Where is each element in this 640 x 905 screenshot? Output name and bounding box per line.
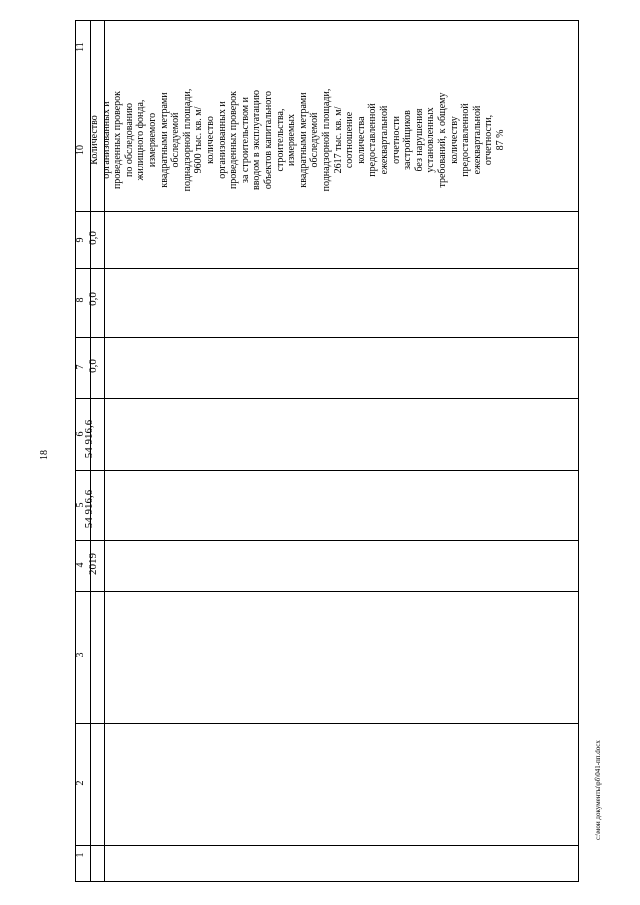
description-line: установленных: [425, 107, 437, 173]
description-line: соотношение: [344, 111, 356, 169]
description-line: количества: [355, 116, 367, 164]
description-line: измеряемого: [147, 112, 158, 168]
description-line: организованных и: [100, 101, 112, 179]
description-line: предоставленной: [460, 103, 472, 177]
column-header-9: 9: [75, 237, 86, 243]
description-line: отчетности,: [483, 114, 495, 166]
description-line: без нарушения: [413, 108, 425, 172]
column-separator: [76, 268, 578, 269]
description-line: поднадзорной площади,: [321, 88, 332, 192]
description-line: отчетности: [390, 116, 402, 164]
description-line: обследуемой: [309, 112, 321, 168]
column-header-5: 5: [75, 502, 86, 508]
description-line: количеству: [448, 116, 460, 164]
description-line: 9600 тыс. кв. м/: [193, 106, 205, 174]
cell-col5: 54 916,6: [83, 489, 95, 529]
description-line: ежеквартальной: [379, 105, 390, 175]
description-line: предоставленной: [367, 103, 379, 177]
column-header-11: 11: [75, 42, 86, 52]
column-header-10: 10: [75, 145, 86, 155]
description-line: проведенных проверок: [228, 90, 240, 190]
column-header-3: 3: [75, 652, 86, 658]
description-line: обследуемой: [170, 112, 182, 168]
description-line: Количество: [89, 115, 100, 165]
description-line: за строительством и: [239, 97, 251, 183]
description-line: объектов капитального: [263, 90, 274, 190]
column-header-2: 2: [75, 780, 86, 786]
description-line: по обследованию: [123, 103, 135, 177]
description-line: организованных и: [216, 101, 228, 179]
description-line: квадратными метрами: [158, 92, 170, 188]
description-line: жилищного фонда,: [135, 99, 147, 181]
description-line: 2617 тыс. кв. м/: [332, 106, 344, 174]
description-line: количество: [205, 116, 216, 164]
page-number: 18: [39, 450, 50, 460]
description-line: строительства,: [274, 108, 286, 172]
description-line: квадратными метрами: [297, 92, 309, 188]
description-line: 87 %: [495, 129, 506, 151]
column-header-6: 6: [75, 431, 86, 437]
cell-col8: 0,0: [87, 292, 99, 306]
column-separator: [76, 845, 578, 846]
column-separator: [76, 337, 578, 338]
column-separator: [76, 591, 578, 592]
column-separator: [76, 470, 578, 471]
description-line: поднадзорной площади,: [181, 88, 193, 192]
column-header-1: 1: [75, 852, 86, 858]
description-line: вводом в эксплуатацию: [251, 90, 263, 190]
column-separator: [76, 211, 578, 212]
column-separator: [76, 723, 578, 724]
description-line: ежеквартальной: [471, 105, 483, 175]
description-line: проведенных проверок: [112, 90, 124, 190]
column-header-4: 4: [75, 562, 86, 568]
column-separator: [76, 398, 578, 399]
description-line: требований, к общему: [437, 92, 448, 188]
cell-col7: 0,0: [87, 359, 99, 373]
column-header-7: 7: [75, 364, 86, 370]
cell-col6: 54 916,6: [83, 419, 95, 459]
column-separator: [76, 540, 578, 541]
cell-col9: 0,0: [87, 231, 99, 245]
column-header-8: 8: [75, 297, 86, 303]
description-line: застройщиков: [402, 110, 414, 170]
footer-file-path: c:\мои документы\рб\041-пп.docx: [594, 740, 602, 840]
cell-year: 2019: [87, 553, 99, 575]
description-line: измеряемых: [286, 114, 298, 167]
